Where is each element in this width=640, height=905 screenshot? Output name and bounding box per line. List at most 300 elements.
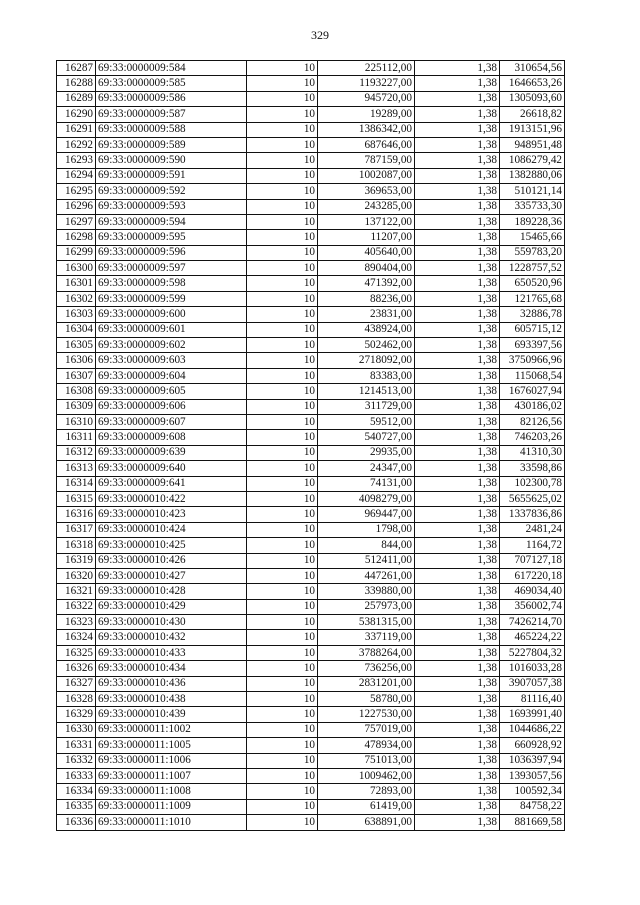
rate-cell: 10	[247, 568, 318, 583]
table-row	[57, 245, 565, 260]
cadastral-number-cell: 69:33:0000009:606	[96, 399, 247, 414]
coefficient-cell: 1,38	[415, 753, 500, 768]
row-number-cell: 16332	[57, 753, 96, 768]
result-value-cell: 5227804,32	[500, 645, 565, 660]
cadastral-number-cell: 69:33:0000009:608	[96, 430, 247, 445]
coefficient-cell: 1,38	[415, 476, 500, 491]
coefficient-cell: 1,38	[415, 76, 500, 91]
row-number-cell: 16305	[57, 338, 96, 353]
row-number-cell: 16336	[57, 815, 96, 830]
table-row	[57, 707, 565, 722]
coefficient-cell: 1,38	[415, 338, 500, 353]
coefficient-cell: 1,38	[415, 153, 500, 168]
table-row	[57, 815, 565, 830]
result-value-cell: 15465,66	[500, 230, 565, 245]
row-number-cell: 16325	[57, 645, 96, 660]
result-value-cell: 5655625,02	[500, 491, 565, 506]
row-number-cell: 16298	[57, 230, 96, 245]
rate-cell: 10	[247, 261, 318, 276]
rate-cell: 10	[247, 507, 318, 522]
rate-cell: 10	[247, 522, 318, 537]
result-value-cell: 1036397,94	[500, 753, 565, 768]
row-number-cell: 16296	[57, 199, 96, 214]
coefficient-cell: 1,38	[415, 799, 500, 814]
result-value-cell: 1086279,42	[500, 153, 565, 168]
row-number-cell: 16323	[57, 615, 96, 630]
table-row	[57, 414, 565, 429]
result-value-cell: 881669,58	[500, 815, 565, 830]
coefficient-cell: 1,38	[415, 122, 500, 137]
coefficient-cell: 1,38	[415, 584, 500, 599]
rate-cell: 10	[247, 384, 318, 399]
table-row	[57, 307, 565, 322]
table-row	[57, 107, 565, 122]
rate-cell: 10	[247, 245, 318, 260]
cadastral-value-cell: 29935,00	[318, 445, 415, 460]
cadastral-number-cell: 69:33:0000009:640	[96, 461, 247, 476]
row-number-cell: 16322	[57, 599, 96, 614]
row-number-cell: 16294	[57, 168, 96, 183]
cadastral-number-cell: 69:33:0000009:594	[96, 214, 247, 229]
result-value-cell: 1382880,06	[500, 168, 565, 183]
cadastral-number-cell: 69:33:0000009:584	[96, 61, 247, 76]
table-row	[57, 507, 565, 522]
rate-cell: 10	[247, 584, 318, 599]
cadastral-number-cell: 69:33:0000010:438	[96, 692, 247, 707]
cadastral-value-cell: 83383,00	[318, 368, 415, 383]
coefficient-cell: 1,38	[415, 214, 500, 229]
coefficient-cell: 1,38	[415, 692, 500, 707]
coefficient-cell: 1,38	[415, 307, 500, 322]
result-value-cell: 3750966,96	[500, 353, 565, 368]
cadastral-number-cell: 69:33:0000010:436	[96, 676, 247, 691]
cadastral-number-cell: 69:33:0000009:597	[96, 261, 247, 276]
cadastral-number-cell: 69:33:0000010:423	[96, 507, 247, 522]
cadastral-number-cell: 69:33:0000009:639	[96, 445, 247, 460]
result-value-cell: 1164,72	[500, 538, 565, 553]
rate-cell: 10	[247, 815, 318, 830]
table-row	[57, 692, 565, 707]
cadastral-value-cell: 540727,00	[318, 430, 415, 445]
rate-cell: 10	[247, 538, 318, 553]
cadastral-number-cell: 69:33:0000009:607	[96, 414, 247, 429]
cadastral-number-cell: 69:33:0000009:590	[96, 153, 247, 168]
rate-cell: 10	[247, 399, 318, 414]
cadastral-value-cell: 687646,00	[318, 137, 415, 152]
cadastral-value-cell: 787159,00	[318, 153, 415, 168]
cadastral-number-cell: 69:33:0000010:429	[96, 599, 247, 614]
result-value-cell: 465224,22	[500, 630, 565, 645]
cadastral-value-cell: 243285,00	[318, 199, 415, 214]
table-row	[57, 768, 565, 783]
rate-cell: 10	[247, 461, 318, 476]
rate-cell: 10	[247, 722, 318, 737]
rate-cell: 10	[247, 799, 318, 814]
coefficient-cell: 1,38	[415, 815, 500, 830]
row-number-cell: 16309	[57, 399, 96, 414]
rate-cell: 10	[247, 599, 318, 614]
row-number-cell: 16311	[57, 430, 96, 445]
cadastral-value-cell: 844,00	[318, 538, 415, 553]
rate-cell: 10	[247, 430, 318, 445]
coefficient-cell: 1,38	[415, 322, 500, 337]
cadastral-value-cell: 337119,00	[318, 630, 415, 645]
cadastral-value-cell: 61419,00	[318, 799, 415, 814]
result-value-cell: 1305093,60	[500, 91, 565, 106]
result-value-cell: 102300,78	[500, 476, 565, 491]
rate-cell: 10	[247, 184, 318, 199]
row-number-cell: 16297	[57, 214, 96, 229]
coefficient-cell: 1,38	[415, 568, 500, 583]
coefficient-cell: 1,38	[415, 553, 500, 568]
table-row	[57, 291, 565, 306]
result-value-cell: 100592,34	[500, 784, 565, 799]
coefficient-cell: 1,38	[415, 661, 500, 676]
table-row	[57, 214, 565, 229]
cadastral-table	[56, 60, 565, 831]
row-number-cell: 16302	[57, 291, 96, 306]
coefficient-cell: 1,38	[415, 722, 500, 737]
table-row	[57, 61, 565, 76]
result-value-cell: 81116,40	[500, 692, 565, 707]
table-row	[57, 137, 565, 152]
row-number-cell: 16327	[57, 676, 96, 691]
rate-cell: 10	[247, 153, 318, 168]
result-value-cell: 650520,96	[500, 276, 565, 291]
table-row	[57, 538, 565, 553]
cadastral-number-cell: 69:33:0000010:425	[96, 538, 247, 553]
rate-cell: 10	[247, 645, 318, 660]
cadastral-value-cell: 1386342,00	[318, 122, 415, 137]
coefficient-cell: 1,38	[415, 599, 500, 614]
cadastral-value-cell: 339880,00	[318, 584, 415, 599]
cadastral-value-cell: 478934,00	[318, 738, 415, 753]
table-row	[57, 322, 565, 337]
result-value-cell: 1646653,26	[500, 76, 565, 91]
cadastral-value-cell: 257973,00	[318, 599, 415, 614]
row-number-cell: 16316	[57, 507, 96, 522]
result-value-cell: 26618,82	[500, 107, 565, 122]
result-value-cell: 617220,18	[500, 568, 565, 583]
rate-cell: 10	[247, 61, 318, 76]
cadastral-number-cell: 69:33:0000011:1002	[96, 722, 247, 737]
cadastral-number-cell: 69:33:0000011:1009	[96, 799, 247, 814]
row-number-cell: 16295	[57, 184, 96, 199]
rate-cell: 10	[247, 707, 318, 722]
rate-cell: 10	[247, 122, 318, 137]
row-number-cell: 16328	[57, 692, 96, 707]
cadastral-value-cell: 736256,00	[318, 661, 415, 676]
coefficient-cell: 1,38	[415, 707, 500, 722]
table-row	[57, 722, 565, 737]
table-row	[57, 661, 565, 676]
rate-cell: 10	[247, 107, 318, 122]
result-value-cell: 32886,78	[500, 307, 565, 322]
cadastral-value-cell: 72893,00	[318, 784, 415, 799]
coefficient-cell: 1,38	[415, 61, 500, 76]
cadastral-value-cell: 19289,00	[318, 107, 415, 122]
rate-cell: 10	[247, 784, 318, 799]
cadastral-number-cell: 69:33:0000009:602	[96, 338, 247, 353]
rate-cell: 10	[247, 76, 318, 91]
coefficient-cell: 1,38	[415, 507, 500, 522]
rate-cell: 10	[247, 692, 318, 707]
row-number-cell: 16306	[57, 353, 96, 368]
cadastral-number-cell: 69:33:0000011:1010	[96, 815, 247, 830]
cadastral-value-cell: 751013,00	[318, 753, 415, 768]
table-row	[57, 276, 565, 291]
table-row	[57, 599, 565, 614]
rate-cell: 10	[247, 738, 318, 753]
result-value-cell: 1393057,56	[500, 768, 565, 783]
table-row	[57, 784, 565, 799]
result-value-cell: 605715,12	[500, 322, 565, 337]
rate-cell: 10	[247, 322, 318, 337]
result-value-cell: 559783,20	[500, 245, 565, 260]
coefficient-cell: 1,38	[415, 430, 500, 445]
table-row	[57, 153, 565, 168]
row-number-cell: 16330	[57, 722, 96, 737]
cadastral-number-cell: 69:33:0000011:1007	[96, 768, 247, 783]
coefficient-cell: 1,38	[415, 738, 500, 753]
row-number-cell: 16334	[57, 784, 96, 799]
table-row	[57, 630, 565, 645]
coefficient-cell: 1,38	[415, 768, 500, 783]
cadastral-value-cell: 890404,00	[318, 261, 415, 276]
cadastral-number-cell: 69:33:0000009:601	[96, 322, 247, 337]
row-number-cell: 16310	[57, 414, 96, 429]
coefficient-cell: 1,38	[415, 399, 500, 414]
coefficient-cell: 1,38	[415, 645, 500, 660]
cadastral-value-cell: 74131,00	[318, 476, 415, 491]
row-number-cell: 16290	[57, 107, 96, 122]
table-row	[57, 384, 565, 399]
cadastral-value-cell: 88236,00	[318, 291, 415, 306]
row-number-cell: 16299	[57, 245, 96, 260]
row-number-cell: 16335	[57, 799, 96, 814]
rate-cell: 10	[247, 353, 318, 368]
table-row	[57, 353, 565, 368]
cadastral-value-cell: 2831201,00	[318, 676, 415, 691]
cadastral-value-cell: 1798,00	[318, 522, 415, 537]
table-row	[57, 445, 565, 460]
row-number-cell: 16289	[57, 91, 96, 106]
page-number: 329	[311, 28, 329, 42]
rate-cell: 10	[247, 168, 318, 183]
table-row	[57, 338, 565, 353]
row-number-cell: 16313	[57, 461, 96, 476]
row-number-cell: 16318	[57, 538, 96, 553]
row-number-cell: 16320	[57, 568, 96, 583]
coefficient-cell: 1,38	[415, 184, 500, 199]
row-number-cell: 16331	[57, 738, 96, 753]
row-number-cell: 16293	[57, 153, 96, 168]
cadastral-number-cell: 69:33:0000009:604	[96, 368, 247, 383]
cadastral-value-cell: 59512,00	[318, 414, 415, 429]
result-value-cell: 948951,48	[500, 137, 565, 152]
cadastral-value-cell: 2718092,00	[318, 353, 415, 368]
cadastral-number-cell: 69:33:0000009:591	[96, 168, 247, 183]
row-number-cell: 16288	[57, 76, 96, 91]
coefficient-cell: 1,38	[415, 245, 500, 260]
coefficient-cell: 1,38	[415, 261, 500, 276]
cadastral-number-cell: 69:33:0000009:603	[96, 353, 247, 368]
cadastral-value-cell: 58780,00	[318, 692, 415, 707]
cadastral-value-cell: 24347,00	[318, 461, 415, 476]
cadastral-number-cell: 69:33:0000009:587	[96, 107, 247, 122]
cadastral-number-cell: 69:33:0000009:593	[96, 199, 247, 214]
coefficient-cell: 1,38	[415, 291, 500, 306]
cadastral-number-cell: 69:33:0000009:600	[96, 307, 247, 322]
row-number-cell: 16300	[57, 261, 96, 276]
result-value-cell: 469034,40	[500, 584, 565, 599]
coefficient-cell: 1,38	[415, 491, 500, 506]
result-value-cell: 1693991,40	[500, 707, 565, 722]
rate-cell: 10	[247, 199, 318, 214]
cadastral-value-cell: 23831,00	[318, 307, 415, 322]
rate-cell: 10	[247, 661, 318, 676]
result-value-cell: 189228,36	[500, 214, 565, 229]
rate-cell: 10	[247, 338, 318, 353]
result-value-cell: 2481,24	[500, 522, 565, 537]
cadastral-value-cell: 512411,00	[318, 553, 415, 568]
cadastral-value-cell: 438924,00	[318, 322, 415, 337]
coefficient-cell: 1,38	[415, 414, 500, 429]
rate-cell: 10	[247, 414, 318, 429]
table-row	[57, 553, 565, 568]
cadastral-value-cell: 405640,00	[318, 245, 415, 260]
cadastral-value-cell: 1193227,00	[318, 76, 415, 91]
row-number-cell: 16308	[57, 384, 96, 399]
rate-cell: 10	[247, 137, 318, 152]
row-number-cell: 16307	[57, 368, 96, 383]
cadastral-number-cell: 69:33:0000009:598	[96, 276, 247, 291]
table-row	[57, 738, 565, 753]
cadastral-number-cell: 69:33:0000011:1005	[96, 738, 247, 753]
cadastral-value-cell: 757019,00	[318, 722, 415, 737]
rate-cell: 10	[247, 91, 318, 106]
coefficient-cell: 1,38	[415, 368, 500, 383]
cadastral-number-cell: 69:33:0000009:586	[96, 91, 247, 106]
coefficient-cell: 1,38	[415, 461, 500, 476]
cadastral-number-cell: 69:33:0000009:592	[96, 184, 247, 199]
rate-cell: 10	[247, 615, 318, 630]
cadastral-value-cell: 1002087,00	[318, 168, 415, 183]
row-number-cell: 16301	[57, 276, 96, 291]
cadastral-value-cell: 137122,00	[318, 214, 415, 229]
table-row	[57, 76, 565, 91]
cadastral-number-cell: 69:33:0000009:641	[96, 476, 247, 491]
rate-cell: 10	[247, 230, 318, 245]
cadastral-value-cell: 1009462,00	[318, 768, 415, 783]
rate-cell: 10	[247, 368, 318, 383]
table-row	[57, 368, 565, 383]
result-value-cell: 310654,56	[500, 61, 565, 76]
cadastral-value-cell: 5381315,00	[318, 615, 415, 630]
cadastral-value-cell: 1227530,00	[318, 707, 415, 722]
cadastral-value-cell: 225112,00	[318, 61, 415, 76]
rate-cell: 10	[247, 553, 318, 568]
result-value-cell: 33598,86	[500, 461, 565, 476]
table-row	[57, 122, 565, 137]
result-value-cell: 1228757,52	[500, 261, 565, 276]
table-row	[57, 476, 565, 491]
rate-cell: 10	[247, 476, 318, 491]
cadastral-number-cell: 69:33:0000011:1006	[96, 753, 247, 768]
row-number-cell: 16333	[57, 768, 96, 783]
table-row	[57, 399, 565, 414]
cadastral-number-cell: 69:33:0000010:439	[96, 707, 247, 722]
result-value-cell: 1676027,94	[500, 384, 565, 399]
result-value-cell: 693397,56	[500, 338, 565, 353]
cadastral-number-cell: 69:33:0000010:430	[96, 615, 247, 630]
rate-cell: 10	[247, 276, 318, 291]
table-row	[57, 184, 565, 199]
row-number-cell: 16315	[57, 491, 96, 506]
result-value-cell: 510121,14	[500, 184, 565, 199]
table-row	[57, 430, 565, 445]
coefficient-cell: 1,38	[415, 384, 500, 399]
cadastral-number-cell: 69:33:0000009:605	[96, 384, 247, 399]
cadastral-value-cell: 638891,00	[318, 815, 415, 830]
row-number-cell: 16324	[57, 630, 96, 645]
result-value-cell: 746203,26	[500, 430, 565, 445]
cadastral-value-cell: 969447,00	[318, 507, 415, 522]
rate-cell: 10	[247, 291, 318, 306]
cadastral-number-cell: 69:33:0000010:424	[96, 522, 247, 537]
cadastral-number-cell: 69:33:0000010:426	[96, 553, 247, 568]
row-number-cell: 16312	[57, 445, 96, 460]
cadastral-number-cell: 69:33:0000010:434	[96, 661, 247, 676]
rate-cell: 10	[247, 214, 318, 229]
table-row	[57, 168, 565, 183]
result-value-cell: 1044686,22	[500, 722, 565, 737]
cadastral-value-cell: 369653,00	[318, 184, 415, 199]
result-value-cell: 335733,30	[500, 199, 565, 214]
coefficient-cell: 1,38	[415, 445, 500, 460]
rate-cell: 10	[247, 445, 318, 460]
coefficient-cell: 1,38	[415, 630, 500, 645]
result-value-cell: 115068,54	[500, 368, 565, 383]
cadastral-number-cell: 69:33:0000010:433	[96, 645, 247, 660]
cadastral-value-cell: 447261,00	[318, 568, 415, 583]
result-value-cell: 41310,30	[500, 445, 565, 460]
cadastral-number-cell: 69:33:0000009:595	[96, 230, 247, 245]
rate-cell: 10	[247, 753, 318, 768]
table-row	[57, 230, 565, 245]
table-row	[57, 753, 565, 768]
cadastral-value-cell: 4098279,00	[318, 491, 415, 506]
cadastral-value-cell: 471392,00	[318, 276, 415, 291]
table-row	[57, 199, 565, 214]
table-body	[57, 61, 565, 831]
coefficient-cell: 1,38	[415, 615, 500, 630]
result-value-cell: 3907057,38	[500, 676, 565, 691]
table-row	[57, 491, 565, 506]
table-row	[57, 645, 565, 660]
row-number-cell: 16329	[57, 707, 96, 722]
cadastral-number-cell: 69:33:0000010:422	[96, 491, 247, 506]
row-number-cell: 16304	[57, 322, 96, 337]
coefficient-cell: 1,38	[415, 107, 500, 122]
coefficient-cell: 1,38	[415, 91, 500, 106]
cadastral-number-cell: 69:33:0000009:599	[96, 291, 247, 306]
rate-cell: 10	[247, 491, 318, 506]
result-value-cell: 1913151,96	[500, 122, 565, 137]
cadastral-number-cell: 69:33:0000010:428	[96, 584, 247, 599]
cadastral-value-cell: 1214513,00	[318, 384, 415, 399]
cadastral-number-cell: 69:33:0000009:585	[96, 76, 247, 91]
